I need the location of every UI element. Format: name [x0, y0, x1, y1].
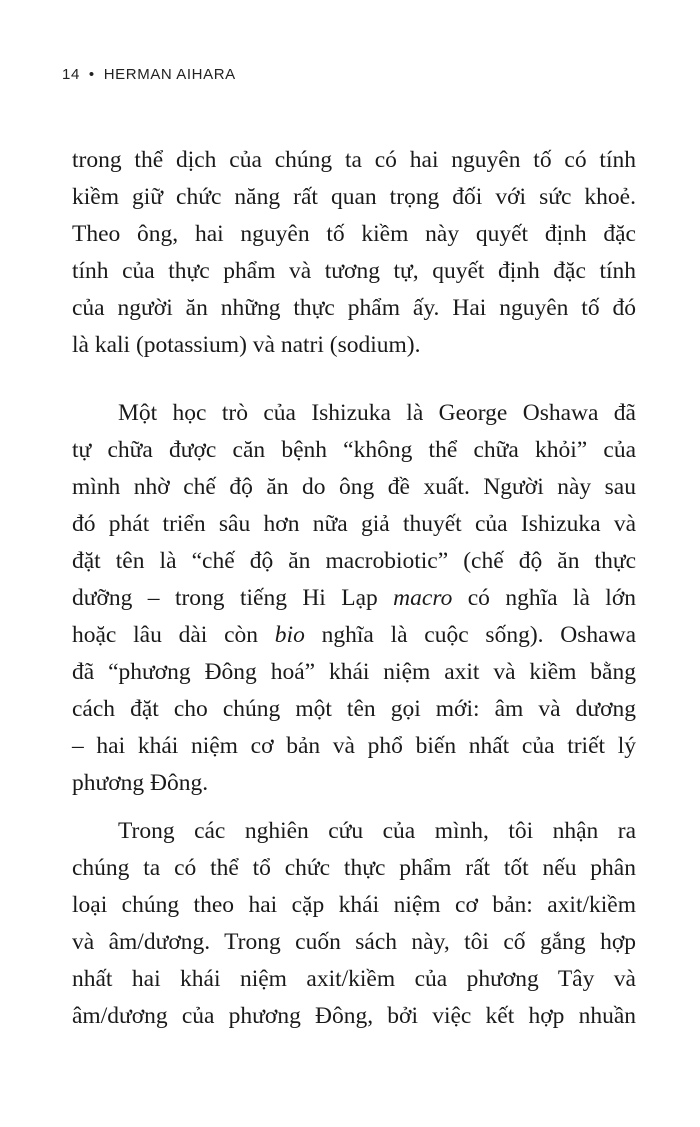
running-header	[62, 66, 236, 83]
text-line: phương Đông.	[72, 770, 209, 796]
text-line: và âm/dương. Trong cuốn sách này, tôi cố gắng hợp	[72, 929, 636, 955]
text-line: của người ăn những thực phẩm ấy. Hai nguyên tố đó	[72, 295, 636, 321]
body-text	[72, 142, 636, 1035]
text-segment: dưỡng – trong tiếng Hi Lạp	[72, 585, 394, 611]
running-title: HERMAN AIHARA	[103, 66, 236, 83]
text-line: tính của thực phẩm và tương tự, quyết định đặc tính	[72, 258, 636, 284]
paragraph	[72, 142, 636, 364]
text-line: âm/dương của phương Đông, bởi việc kết hợp nhuần	[72, 1003, 636, 1029]
text-line: kiềm giữ chức năng rất quan trọng đối với sức khoẻ.	[72, 184, 636, 210]
text-line	[72, 580, 636, 617]
text-line: loại chúng theo hai cặp khái niệm cơ bản: axit/kiềm	[72, 892, 636, 918]
text-line: nhất hai khái niệm axit/kiềm của phương Tây và	[72, 966, 636, 992]
paragraph	[72, 395, 636, 802]
text-line: – hai khái niệm cơ bản và phổ biến nhất của triết lý	[72, 733, 636, 759]
text-line: tự chữa được căn bệnh “không thể chữa khỏi” của	[72, 437, 636, 463]
text-segment: hoặc lâu dài còn	[72, 622, 275, 648]
text-line: chúng ta có thể tổ chức thực phẩm rất tốt nếu phân	[72, 855, 636, 881]
text-segment: có nghĩa là lớn	[452, 585, 636, 611]
italic-term: bio	[274, 622, 305, 648]
text-line: Một học trò của Ishizuka là George Oshawa đã	[118, 400, 636, 426]
text-line: đã “phương Đông hoá” khái niệm axit và kiềm bằng	[72, 659, 636, 685]
text-line: đặt tên là “chế độ ăn macrobiotic” (chế độ ăn thực	[72, 548, 636, 574]
text-segment: nghĩa là cuộc sống). Oshawa	[304, 622, 636, 648]
text-line: cách đặt cho chúng một tên gọi mới: âm và dương	[72, 696, 636, 722]
text-line: Theo ông, hai nguyên tố kiềm này quyết định đặc	[72, 221, 636, 247]
text-line: mình nhờ chế độ ăn do ông đề xuất. Người này sau	[72, 474, 636, 500]
text-line: Trong các nghiên cứu của mình, tôi nhận ra	[118, 818, 636, 844]
text-line: là kali (potassium) và natri (sodium).	[72, 332, 421, 358]
separator-bullet: •	[88, 66, 95, 83]
page-number: 14	[62, 66, 80, 83]
text-line: đó phát triển sâu hơn nữa giả thuyết của Ishizuka và	[72, 511, 636, 537]
italic-term: macro	[393, 585, 453, 611]
text-line: trong thể dịch của chúng ta có hai nguyên tố có tính	[72, 147, 636, 173]
paragraph	[72, 813, 636, 1035]
text-line	[72, 617, 636, 654]
